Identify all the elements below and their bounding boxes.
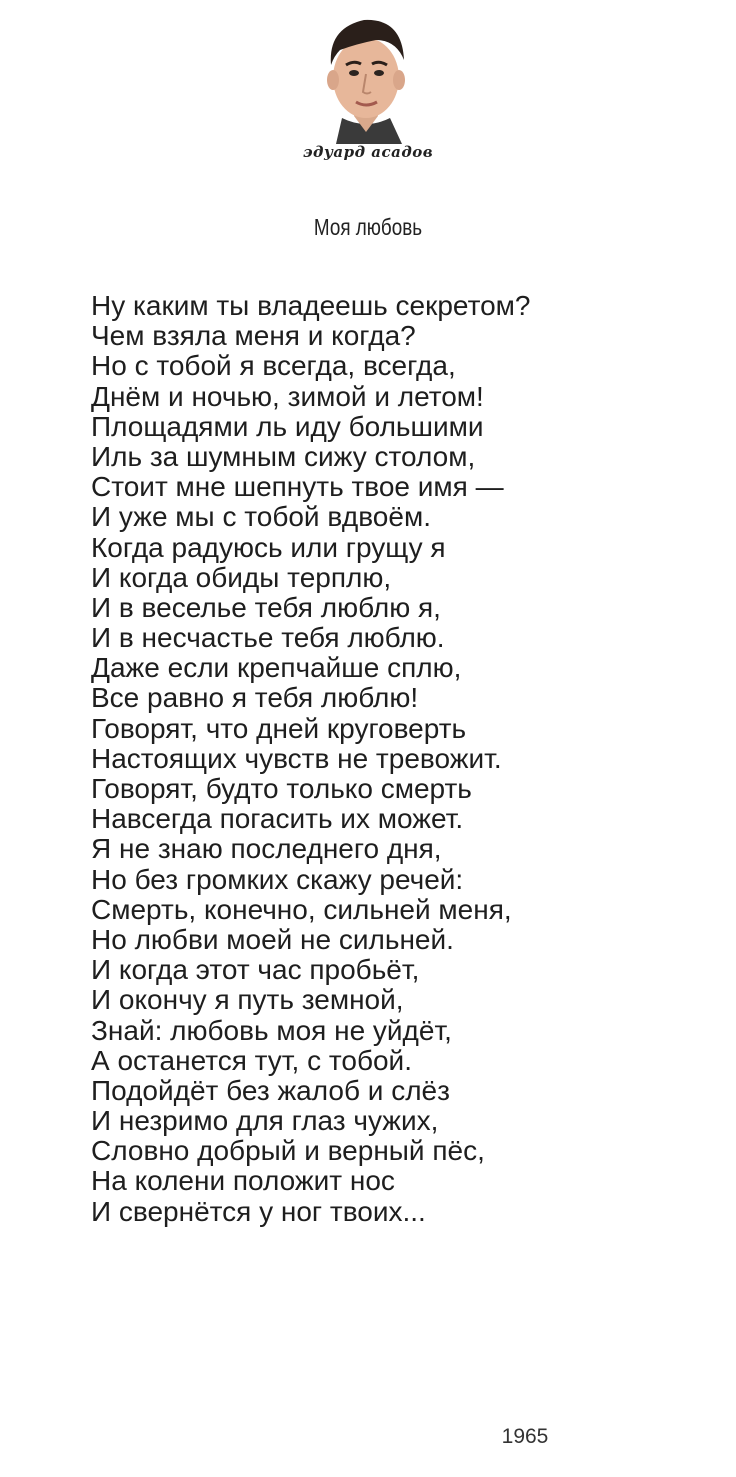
poem-line: Чем взяла меня и когда? [91,320,416,352]
poem-line: И свернётся у ног твоих... [91,1195,426,1227]
poem-line: Смерть, конечно, сильней меня, [91,893,512,925]
poem-line: Навсегда погасить их может. [91,803,464,835]
poem-year: 1965 [501,1425,549,1448]
poem-line: Говорят, что дней круговерть [91,712,467,744]
poem-line: Но любви моей не сильней. [91,923,454,955]
poem-title: Моя любовь [313,214,423,240]
poem-line: И уже мы с тобой вдвоём. [91,501,431,533]
poem-line: Днём и ночью, зимой и летом! [91,380,484,412]
poem-line: Подойдёт без жалоб и слёз [91,1074,450,1106]
poem-line: Даже если крепчайше сплю, [91,652,462,684]
poem-line: Площадями ль иду большими [91,410,484,442]
poem-line: И в веселье тебя люблю я, [91,591,441,623]
poem-body [91,291,691,1227]
poem-line: На колени положит нос [91,1165,395,1197]
header [0,0,736,180]
poem-line: И когда обиды терплю, [91,561,392,593]
poem-line: Все равно я тебя люблю! [91,682,419,714]
poem-line: И незримо для глаз чужих, [91,1105,439,1137]
poem-line: Когда радуюсь или грущу я [91,531,446,563]
poem-line: Словно добрый и верный пёс, [91,1135,485,1167]
poem-line: А останется тут, с тобой. [91,1044,412,1076]
poem-line: Ну каким ты владеешь секретом? [91,290,531,321]
poem-line: И в несчастье тебя люблю. [91,622,445,654]
poem-line: Настоящих чувств не тревожит. [91,742,502,774]
poem-line: Иль за шумным сижу столом, [91,440,476,472]
poem-line: Стоит мне шепнуть твое имя — [91,471,504,503]
poem-line: Но с тобой я всегда, всегда, [91,350,456,382]
poem-line: Знай: любовь моя не уйдёт, [91,1014,452,1046]
author-portrait [316,10,416,144]
author-signature: эдуард асадов [302,143,434,161]
poem-line: Но без громких скажу речей: [91,863,464,895]
poem-line: Говорят, будто только смерть [91,773,472,804]
poem-line: И когда этот час пробьёт, [91,954,420,986]
poem-line: Я не знаю последнего дня, [91,833,442,865]
poem-line: И окончу я путь земной, [91,984,404,1016]
